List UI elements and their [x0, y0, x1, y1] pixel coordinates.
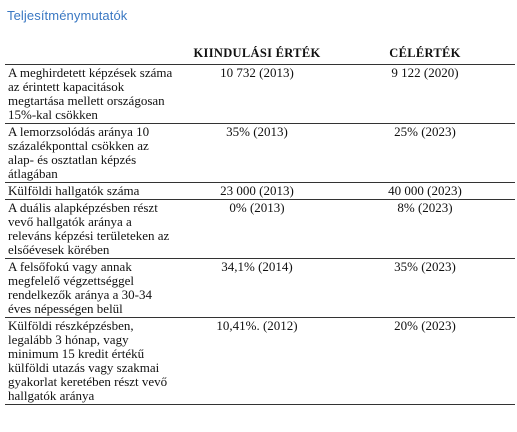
section-heading: Teljesítménymutatók [7, 8, 128, 23]
table-row [5, 124, 515, 183]
target-cell: 8% (2023) [335, 200, 515, 259]
table-header-row [5, 44, 515, 65]
indicator-cell: A lemorzsolódás aránya 10 százalékponttal csökken az alap- és osztatlan képzés átlagában [5, 124, 179, 183]
indicator-cell: A duális alapképzésben részt vevő hallgatók aránya a releváns képzési területeken az elsőévesek körében [5, 200, 179, 259]
target-cell: 9 122 (2020) [335, 65, 515, 124]
target-cell: 20% (2023) [335, 318, 515, 405]
baseline-cell: 10 732 (2013) [179, 65, 335, 124]
indicator-cell: A meghirdetett képzések száma az érintett kapacitások megtartása mellett országosan 15%-kal csökken [5, 65, 179, 124]
baseline-cell: 34,1% (2014) [179, 259, 335, 318]
target-cell: 40 000 (2023) [335, 183, 515, 200]
baseline-cell: 0% (2013) [179, 200, 335, 259]
baseline-cell: 35% (2013) [179, 124, 335, 183]
indicator-cell: Külföldi részképzésben, legalább 3 hónap, vagy minimum 15 kredit értékű külföldi utazás vagy szakmai gyakorlat keretében részt vevő hallgatók aránya [5, 318, 179, 405]
table-row [5, 183, 515, 200]
table-row [5, 259, 515, 318]
table-row [5, 65, 515, 124]
indicator-column-header [5, 44, 179, 65]
target-cell: 35% (2023) [335, 259, 515, 318]
baseline-cell: 23 000 (2013) [179, 183, 335, 200]
indicator-cell: Külföldi hallgatók száma [5, 183, 179, 200]
target-column-header: CÉLÉRTÉK [335, 44, 515, 65]
performance-indicators-table [5, 44, 515, 405]
table-row [5, 200, 515, 259]
indicator-cell: A felsőfokú vagy annak megfelelő végzettséggel rendelkezők aránya a 30-34 éves népességen belül [5, 259, 179, 318]
baseline-cell: 10,41%. (2012) [179, 318, 335, 405]
baseline-column-header: KIINDULÁSI ÉRTÉK [179, 44, 335, 65]
table-row [5, 318, 515, 405]
target-cell: 25% (2023) [335, 124, 515, 183]
